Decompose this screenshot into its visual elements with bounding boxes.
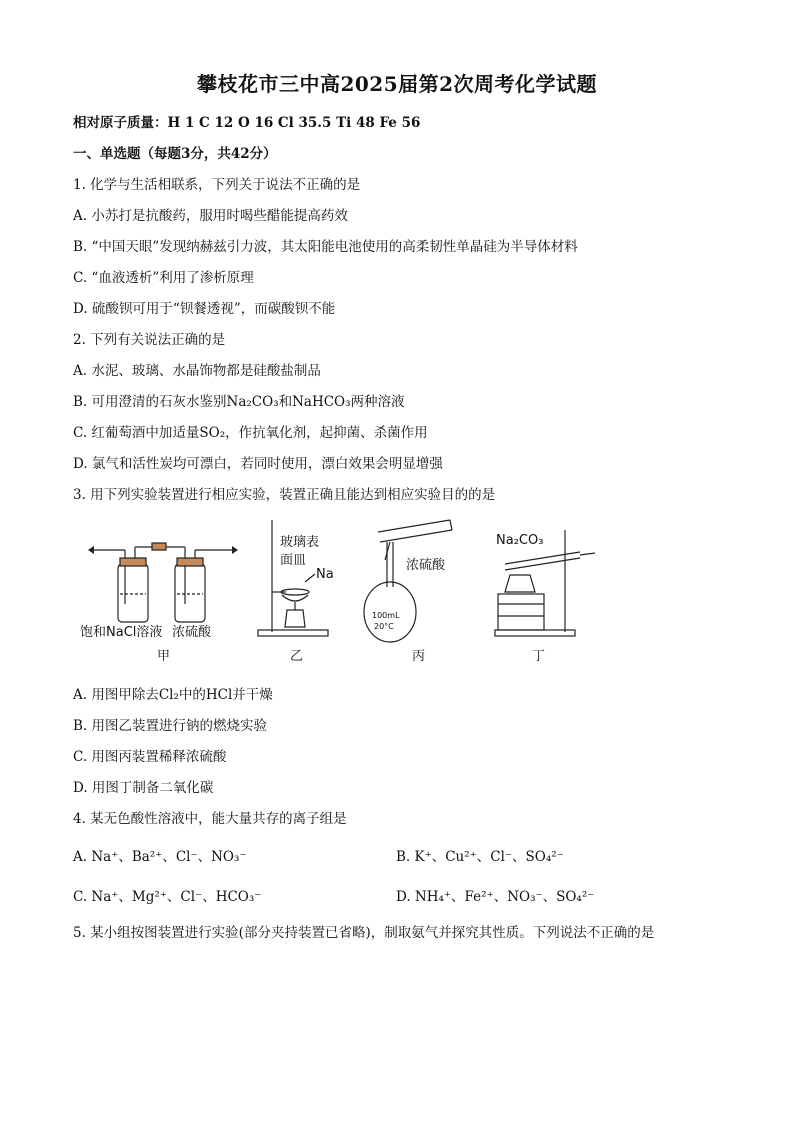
caption-jia: 甲 xyxy=(157,649,171,664)
caption-yi: 乙 xyxy=(290,649,304,664)
section-heading: 一、单选题（每题3分，共42分） xyxy=(73,146,277,162)
question-4-option-c: C. Na⁺、Mg²⁺、Cl⁻、HCO₃⁻ xyxy=(73,889,262,905)
yi-na-label: Na xyxy=(316,567,334,582)
bing-temp-label: 20°C xyxy=(374,622,394,631)
question-3-option-a: A. 用图甲除去Cl₂中的HCl并干燥 xyxy=(73,687,273,703)
question-3-apparatus-figure xyxy=(80,512,640,672)
question-2-option-d: D. 氯气和活性炭均可漂白，若同时使用，漂白效果会明显增强 xyxy=(73,456,443,472)
question-2-option-b: B. 可用澄清的石灰水鉴别Na₂CO₃和NaHCO₃两种溶液 xyxy=(73,394,405,410)
question-1-option-a: A. 小苏打是抗酸药，服用时喝些醋能提高药效 xyxy=(73,208,348,224)
question-3-option-b: B. 用图乙装置进行钠的燃烧实验 xyxy=(73,718,268,734)
yi-dish-label: 玻璃表 xyxy=(280,535,320,550)
atomic-mass-line: 相对原子质量：H 1 C 12 O 16 Cl 35.5 Ti 48 Fe 56 xyxy=(73,115,421,131)
bing-flask-label: 100mL xyxy=(372,611,400,620)
question-4-stem: 4. 某无色酸性溶液中，能大量共存的离子组是 xyxy=(73,811,347,827)
question-4-option-d: D. NH₄⁺、Fe²⁺、NO₃⁻、SO₄²⁻ xyxy=(396,889,595,905)
bing-acid-label: 浓硫酸 xyxy=(406,558,446,573)
question-2-option-a: A. 水泥、玻璃、水晶饰物都是硅酸盐制品 xyxy=(73,363,321,379)
page-title: 攀枝花市三中高2025届第2次周考化学试题 xyxy=(196,72,598,96)
caption-ding: 丁 xyxy=(532,649,546,664)
jia-right-label: 浓硫酸 xyxy=(172,625,212,640)
question-1-option-d: D. 硫酸钡可用于“钡餐透视”，而碳酸钡不能 xyxy=(73,301,336,317)
question-2-option-c: C. 红葡萄酒中加适量SO₂，作抗氧化剂，起抑菌、杀菌作用 xyxy=(73,425,428,441)
yi-dish-label-2: 面皿 xyxy=(280,553,307,568)
question-2-stem: 2. 下列有关说法正确的是 xyxy=(73,332,226,348)
question-5-stem: 5. 某小组按图装置进行实验(部分夹持装置已省略)，制取氨气并探究其性质。下列说法不正确的是 xyxy=(73,925,655,941)
question-1-option-b: B. “中国天眼”发现纳赫兹引力波，其太阳能电池使用的高柔韧性单晶硅为半导体材料 xyxy=(73,239,578,255)
question-3-option-c: C. 用图丙装置稀释浓硫酸 xyxy=(73,749,227,765)
jia-left-label: 饱和NaCl溶液 xyxy=(80,625,163,640)
question-3-stem: 3. 用下列实验装置进行相应实验，装置正确且能达到相应实验目的的是 xyxy=(73,487,496,503)
question-4-option-a: A. Na⁺、Ba²⁺、Cl⁻、NO₃⁻ xyxy=(73,849,247,865)
question-4-option-b: B. K⁺、Cu²⁺、Cl⁻、SO₄²⁻ xyxy=(396,849,564,865)
question-1-option-c: C. “血液透析”利用了渗析原理 xyxy=(73,270,254,286)
question-1-stem: 1. 化学与生活相联系，下列关于说法不正确的是 xyxy=(73,177,361,193)
caption-bing: 丙 xyxy=(412,649,426,664)
ding-reagent-label: Na₂CO₃ xyxy=(496,533,544,548)
question-3-option-d: D. 用图丁制备二氧化碳 xyxy=(73,780,214,796)
